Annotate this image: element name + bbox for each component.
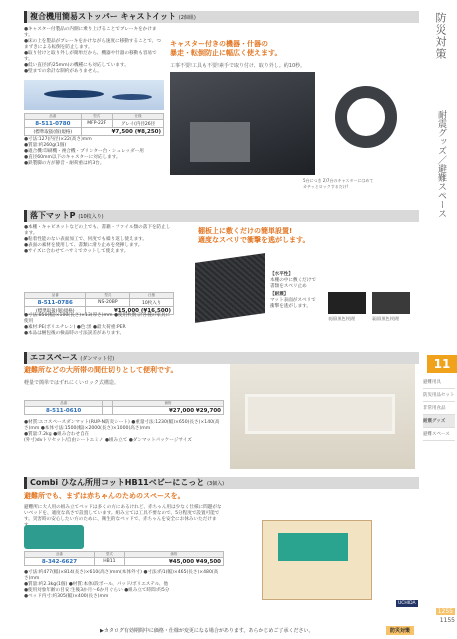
sidebar-nav-item[interactable]: 避難スペース: [423, 428, 455, 441]
spec-table: 品番 価格 8-511-0610 ¥27,000 ¥29,700: [24, 400, 224, 415]
bullet: ●取り付けと取り外しが簡単だから、機器や什器の移動も容易です。: [24, 51, 157, 62]
spec-table: 品番 型式 価格 8-342-6627 HB11 ¥45,000 ¥49,500: [24, 551, 224, 566]
sidebar-nav-item[interactable]: 防災用品セット: [423, 389, 455, 402]
bullet: ●キャスター付製品の内側に乗り上げることでブレーキをかけます。: [24, 27, 157, 38]
spec-text: ●寸法:約477(幅)×814(長さ)×610(高さ)mm(本体外寸) ●寸法:約1(幅)×465(長さ)×480(高さ)mm ●質量:約2.3kg(1個) ●材質:本体/段ボール、パッド/ポリエステル、他 ●使用対象年齢の目安:生後3か月～6か月ぐらい ●組み立て時間:約5分 ●ベッド内寸:約305(幅)×400(長さ)mm: [24, 570, 219, 599]
footer-note: ▶カタログ有効期間中に価格・仕様が変更になる場合があります。あらかじめご了承ください。: [100, 628, 314, 634]
product-code[interactable]: 8-511-0610: [25, 407, 103, 415]
feature-note: 工事不要!工具も不要!素手で取り付け、取り外し。約10秒。: [170, 63, 306, 69]
price: ¥15,000 (¥16,500): [86, 307, 174, 315]
price: ¥27,000 ¥29,700: [112, 407, 223, 415]
product-photo-usage: [170, 72, 315, 175]
headline: 避難所でも、まずは赤ちゃんのためのスペースを。: [24, 492, 185, 500]
product-photo-stopper: [24, 80, 164, 110]
chapter-number: 11: [427, 355, 457, 373]
section-subtitle: (3個入): [207, 481, 225, 487]
sidebar-nav-item-active[interactable]: 耐震グッズ: [423, 415, 455, 428]
product-code[interactable]: 8-511-0780: [25, 120, 82, 128]
category-badge: 防災対策: [386, 626, 414, 635]
sidebar-nav: [423, 376, 455, 441]
mat-thumbnail-back: [372, 292, 410, 314]
bullet: ●床の上を製品がブレーキをかけながら速度に移動することで、つまずきによる転倒を防止します。: [24, 39, 161, 50]
spec-table: 品番 型式 仕様 8-511-0780 MFP-22F グレイ(内径26径 (標準取扱(個)規格) ¥7,500 (¥8,250): [24, 113, 164, 136]
feature-note: 軽量で簡単ではずれにくいロック式構造。: [24, 380, 119, 386]
caster-shape: [44, 90, 104, 98]
body-text: 避難所に大人用の組み立てベッドは多くの方にあるけれど、赤ちゃん用は少なく仕様に問題がないベッドを、適度な高さで設置しています。組み立ては工具不要なので、5分程度で設置可能です。災害時の安心したい方のために、衛生的なベッドで、赤ちゃんを安全にお休みいただけま: [24, 505, 222, 522]
sidebar-category: 耐震グッズ／避難スペース: [436, 110, 446, 218]
machine-shape: [190, 122, 250, 162]
headline: 棚板上に敷くだけの簡単設置! 適度なスベリで衝撃を逃がします。: [198, 227, 310, 244]
section-subtitle: (2個組): [178, 15, 196, 21]
bullet: ●低い直径(約25mm)の機種にも対応しています。: [24, 63, 129, 68]
spec-table: 品番 型式 仕様 8-511-0786 NS-20BP 10枚入り (標準取扱(個)規格) ¥15,000 (¥16,500): [24, 292, 174, 315]
spec-text: ●寸法:850(幅)×100(長さ)×13(厚さ)mm ●使用枚数:計各種の家具に使用 ●素材:PE(ポリエチレン) ●色:黒 ●最大荷重:PER ●本品は梱包後の検品時の寸法誤差があります。: [24, 313, 171, 336]
caster-shape: [112, 94, 152, 100]
thumbnail-caption: 表面(黒色)処理: [328, 316, 356, 321]
bullet: ●壁までの余計な制約がありません。: [24, 69, 102, 74]
headline: 避難所などの大所帯の間仕切りとして便利です。: [24, 366, 178, 374]
page-number: 1255: [437, 608, 453, 615]
stopper-ring-product: [335, 86, 397, 148]
thumbnail-caption: 裏面(黒色)処理: [372, 316, 400, 321]
section-subtitle: (10枚入り): [78, 214, 104, 220]
mat-thumbnail-front: [328, 292, 366, 314]
cot-photo: [24, 525, 84, 549]
spec-text: ●材質:エコスペースダンマット(RUP-N防炎シート) ●重量寸法:1230(幅)×650(長さ)×140(高さ)mm ●本体寸法:1500(幅)×2000(長さ)×1000(高さ)mm ●質量:7.2kg ●組み合わせ自在 (外寸)dvトリセット/自由シートエミノ ●組み立て ●ダンマットパッケージサイズ: [24, 420, 220, 443]
right-sidebar: [421, 0, 457, 639]
mat-roll-photo: [195, 253, 265, 323]
cot-mat-shape: [278, 533, 348, 561]
price: ¥45,000 ¥49,500: [124, 558, 223, 566]
photo-caption: 5台につき 2)7台のキャスターにはめて カチッとロックするだけ!: [303, 178, 374, 189]
section-title: 落下マットP: [30, 211, 76, 220]
section-title: エコスペース: [30, 353, 78, 362]
callout-box: 【水平性】 本棚の中に敷くだけで書類をスベリ止め 【耐震】 マット表面がスベリで衝撃を逃がします。: [270, 272, 316, 309]
bullet-list: [24, 27, 164, 75]
bullet-list: ●本棚・キャビネットなどの上でも、書籍・ファイル類の落下を防止します。 ●粘着性能のない表面加工で、何度でも繰り返し使えます。 ●表面の素材を使用して、書類に滑り止めを発揮します。 ●サイズに合わせてハサミでカットして使えます。: [24, 225, 171, 254]
product-code[interactable]: 8-511-0786: [25, 299, 86, 307]
price: ¥7,500 (¥8,250): [81, 128, 163, 136]
spec-text: ●寸法:127(内径)×22(高さ)mm ●質量:約260g(1個) ●適合機:印刷機・複合機・プリンター台・シュレッダー用 ●直径60mm以下のキャスターに対応します。 ●鉄製脚の方が静音・耐荷重は約3台。: [24, 137, 144, 166]
section-header-stopper: [24, 11, 419, 23]
section-header-mat: [24, 210, 419, 222]
partition-shape: [245, 394, 395, 434]
section-header-combi-cot: [24, 477, 419, 489]
section-title: Combi ひなん所用コットHB11ベビーにこっと: [30, 478, 205, 487]
ecospace-photo: [230, 364, 415, 469]
section-subtitle: (ダンマット付): [80, 356, 115, 362]
cot-box-photo: [262, 520, 372, 600]
sidebar-title: 防災対策: [434, 12, 447, 60]
section-title: 複合機用簡易ストッパー キャストイット: [30, 12, 176, 21]
page-number: 1155: [439, 617, 455, 624]
brand-logo: UCHIDA: [398, 601, 416, 606]
section-header-ecospace: [24, 352, 419, 364]
product-code[interactable]: 8-342-6627: [25, 558, 95, 566]
sidebar-nav-item[interactable]: 避難用具: [423, 376, 455, 389]
sidebar-nav-item[interactable]: 非常用食品: [423, 402, 455, 415]
headline: キャスター付きの機器・什器の 暴走・転倒防止に幅広く使えます。: [170, 40, 282, 57]
